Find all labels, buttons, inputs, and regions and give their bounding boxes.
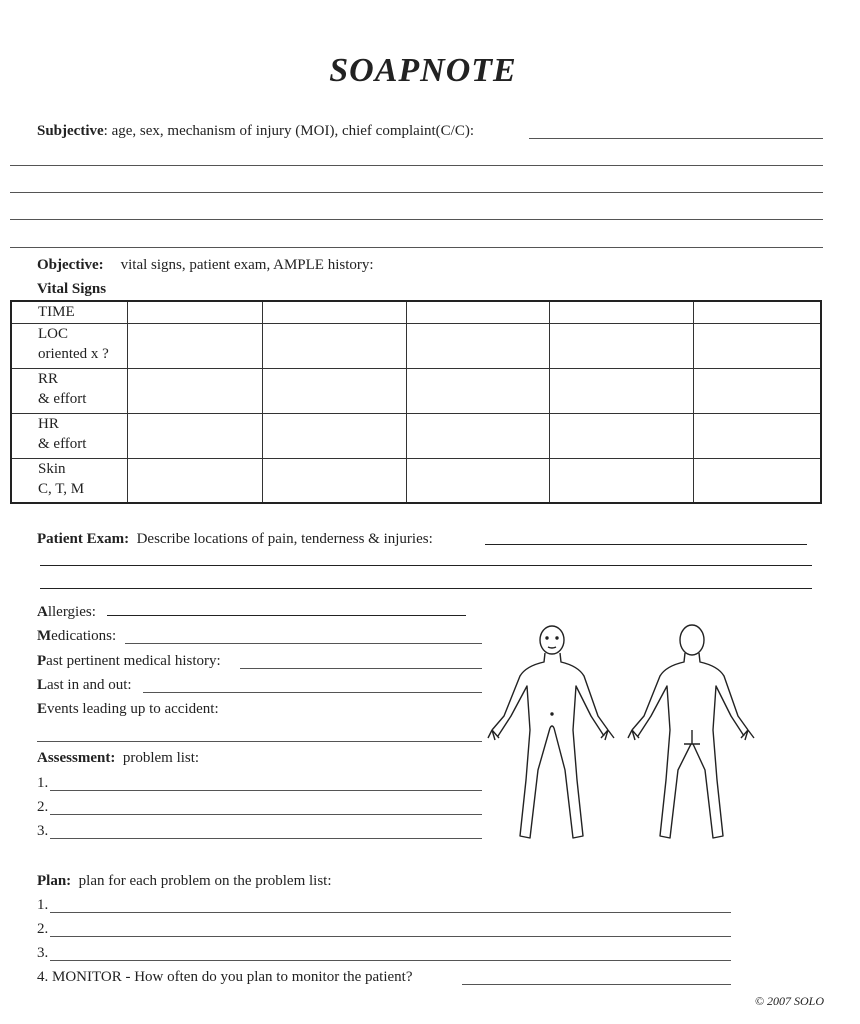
vitals-cell[interactable] [550, 301, 694, 323]
assessment-field-3[interactable] [50, 838, 482, 839]
medications-field[interactable] [125, 643, 482, 644]
assessment-item-1: 1. [37, 775, 49, 791]
vitals-cell[interactable] [406, 413, 550, 458]
patient-exam-line [37, 530, 433, 548]
vitals-cell[interactable] [693, 458, 821, 503]
vitals-cell[interactable] [128, 323, 263, 368]
vitals-cell[interactable] [263, 368, 407, 413]
plan-monitor-label: 4. MONITOR - How often do you plan to monitor the patient? [37, 969, 413, 985]
objective-prompt: vital signs, patient exam, AMPLE history: [120, 257, 374, 273]
subjective-blank[interactable] [529, 138, 823, 139]
plan-item-2: 2. [37, 921, 49, 937]
patient-exam-blank[interactable] [485, 544, 807, 545]
vitals-row-hr [11, 413, 821, 458]
vital-signs-heading: Vital Signs [37, 281, 107, 297]
subjective-line [37, 122, 474, 140]
plan-monitor-field[interactable] [462, 984, 731, 985]
vitals-row-label: Skin C, T, M [11, 458, 128, 503]
plan-line [37, 872, 332, 890]
copyright-notice: © 2007 SOLO [754, 994, 824, 1008]
last-in-out-field[interactable] [143, 692, 482, 693]
plan-field-2[interactable] [50, 936, 731, 937]
plan-field-1[interactable] [50, 912, 731, 913]
vitals-row-rr [11, 368, 821, 413]
page-title: SOAPNOTE [329, 52, 517, 89]
vitals-cell[interactable] [128, 458, 263, 503]
subjective-line-2[interactable] [10, 165, 823, 166]
plan-prompt: plan for each problem on the problem list: [78, 873, 332, 889]
past-history-field[interactable] [240, 668, 482, 669]
vitals-row-label: TIME [11, 301, 128, 323]
vitals-row-time [11, 301, 821, 323]
assessment-label: Assessment: [37, 750, 116, 766]
vitals-cell[interactable] [693, 368, 821, 413]
vitals-cell[interactable] [550, 458, 694, 503]
vitals-row-label: HR & effort [11, 413, 128, 458]
subjective-prompt: : age, sex, mechanism of injury (MOI), chief complaint(C/C): [103, 123, 474, 139]
past-history-label: Past pertinent medical history: [37, 653, 221, 669]
allergies-label: Allergies: [37, 604, 96, 620]
plan-label: Plan: [37, 873, 72, 889]
vitals-row-skin [11, 458, 821, 503]
vitals-cell[interactable] [406, 458, 550, 503]
assessment-field-2[interactable] [50, 814, 482, 815]
vitals-row-label: LOC oriented x ? [11, 323, 128, 368]
vitals-row-loc [11, 323, 821, 368]
assessment-item-3: 3. [37, 823, 49, 839]
vitals-cell[interactable] [406, 368, 550, 413]
vitals-cell[interactable] [128, 301, 263, 323]
patient-exam-prompt: Describe locations of pain, tenderness & injuries: [136, 531, 433, 547]
vitals-cell[interactable] [263, 301, 407, 323]
assessment-item-2: 2. [37, 799, 49, 815]
subjective-line-5[interactable] [10, 247, 823, 248]
medications-label: Medications: [37, 628, 117, 644]
subjective-line-4[interactable] [10, 219, 823, 220]
objective-line [37, 256, 374, 274]
last-in-out-label: Last in and out: [37, 677, 132, 693]
vitals-cell[interactable] [263, 458, 407, 503]
plan-item-3: 3. [37, 945, 49, 961]
patient-exam-label: Patient Exam: [37, 531, 130, 547]
vitals-cell[interactable] [550, 368, 694, 413]
events-field[interactable] [37, 741, 482, 742]
plan-field-3[interactable] [50, 960, 731, 961]
subjective-line-3[interactable] [10, 192, 823, 193]
assessment-line [37, 749, 199, 767]
vitals-cell[interactable] [128, 368, 263, 413]
body-diagram [484, 620, 764, 845]
allergies-field[interactable] [107, 615, 466, 616]
assessment-prompt: problem list: [122, 750, 200, 766]
vitals-cell[interactable] [263, 413, 407, 458]
patient-exam-line-2[interactable] [40, 565, 812, 566]
vitals-cell[interactable] [693, 413, 821, 458]
vitals-cell[interactable] [693, 301, 821, 323]
vitals-cell[interactable] [406, 323, 550, 368]
vitals-cell[interactable] [263, 323, 407, 368]
vitals-cell[interactable] [406, 301, 550, 323]
vitals-row-label: RR & effort [11, 368, 128, 413]
events-label: Events leading up to accident: [37, 701, 219, 717]
vitals-cell[interactable] [693, 323, 821, 368]
vitals-cell[interactable] [128, 413, 263, 458]
assessment-field-1[interactable] [50, 790, 482, 791]
patient-exam-line-3[interactable] [40, 588, 812, 589]
objective-label: Objective: [37, 257, 104, 273]
body-back-figure [628, 625, 754, 838]
plan-item-1: 1. [37, 897, 49, 913]
subjective-label: Subjective [37, 123, 104, 139]
vitals-cell[interactable] [550, 413, 694, 458]
vitals-cell[interactable] [550, 323, 694, 368]
body-front-figure [488, 626, 614, 838]
vital-signs-table [10, 300, 822, 504]
